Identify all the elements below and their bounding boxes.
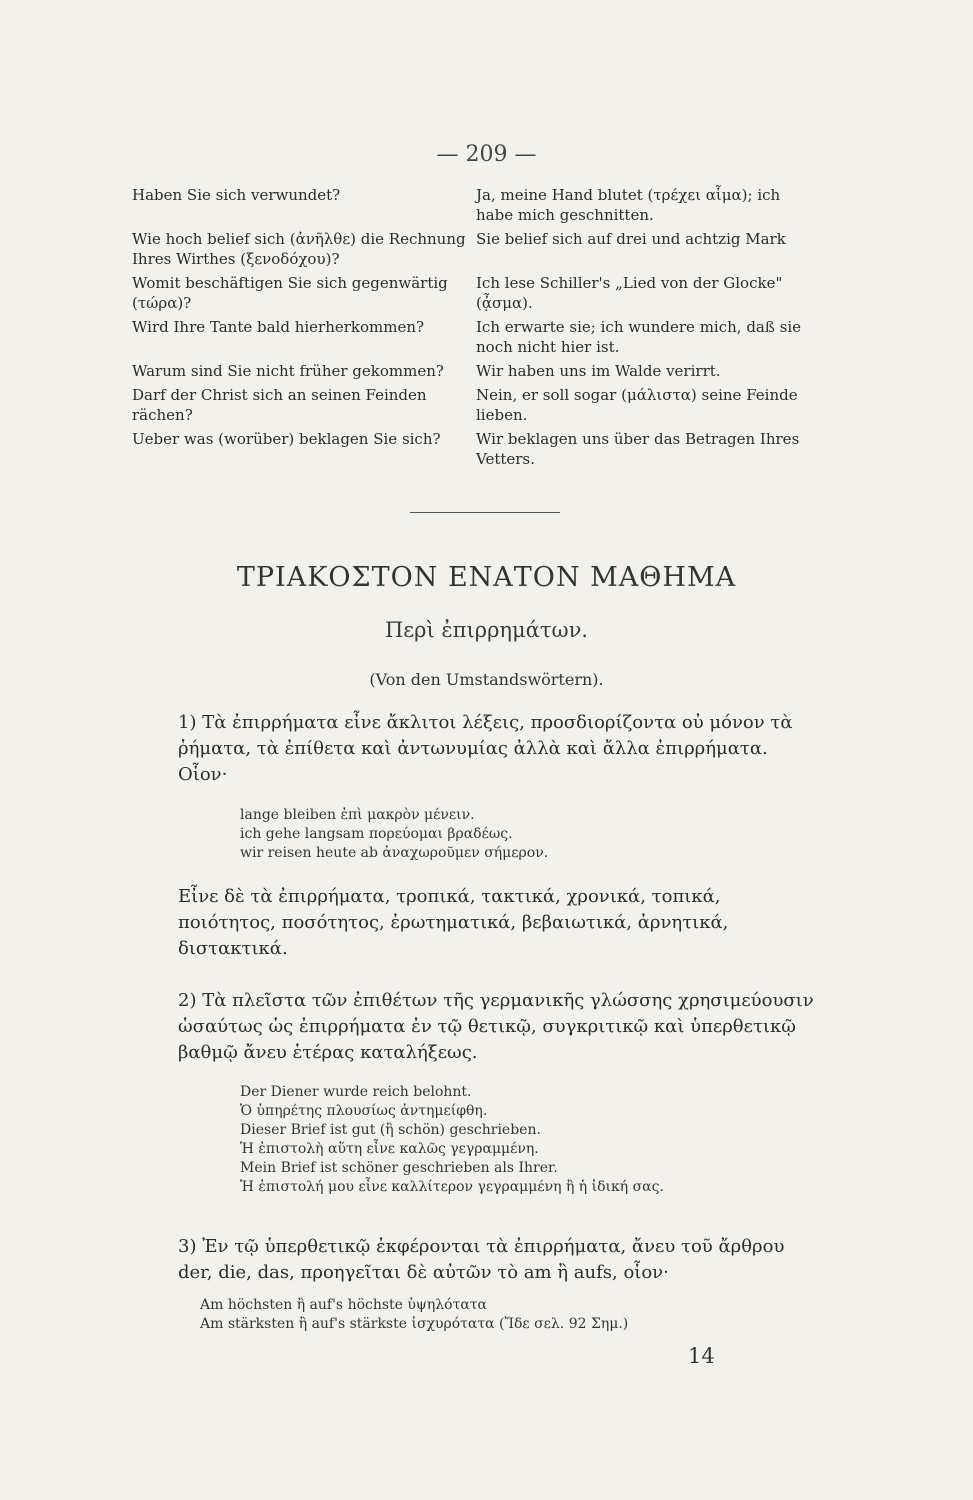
dialog-row: [132, 429, 812, 469]
answer: Nein, er soll sogar (μάλιστα) seine Feinde lieben.: [476, 386, 798, 424]
paragraph-3: 2) Τὰ πλεῖστα τῶν ἐπιθέτων τῆς γερμανικῆς γλώσσης χρησιμεύουσιν ὡσαύτως ὡς ἐπιρρήματα ἐν τῷ θετικῷ, συγκριτικῷ καὶ ὑπερθετικῷ βαθμῷ ἄνευ ἑτέρας καταλήξεως.: [178, 990, 814, 1063]
example-line: wir reisen heute ab ἀναχωροῦμεν σήμερον.: [240, 845, 549, 861]
question: Darf der Christ sich an seinen Feinden rächen?: [132, 386, 427, 424]
dialog-row: [132, 229, 812, 269]
dialog-section: [132, 185, 812, 473]
dialog-row: [132, 185, 812, 225]
paragraph-2: Εἶνε δὲ τὰ ἐπιρρήματα, τροπικά, τακτικά, χρονικά, τοπικά, ποιότητος, ποσότητος, ἐρωτηματικά, βεβαιωτικά, ἀρνητικά, διστακτικά.: [178, 886, 729, 959]
answer: Ja, meine Hand blutet (τρέχει αἷμα); ich habe mich geschnitten.: [476, 186, 781, 224]
question: Wird Ihre Tante bald hierherkommen?: [132, 318, 425, 336]
lesson-subtitle: Περὶ ἐπιρρημάτων.: [384, 618, 589, 642]
question: Warum sind Sie nicht früher gekommen?: [132, 362, 444, 380]
example-line: Ἡ ἐπιστολὴ αὕτη εἶνε καλῶς γεγραμμένη.: [240, 1141, 539, 1157]
example-line: Ὁ ὑπηρέτης πλουσίως ἀντημείφθη.: [240, 1103, 488, 1119]
answer: Wir beklagen uns über das Betragen Ihres Vetters.: [476, 430, 800, 468]
example-line: Am höchsten ἢ auf's höchste ὑψηλότατα: [200, 1297, 487, 1313]
question: Haben Sie sich verwundet?: [132, 186, 341, 204]
answer: Ich lese Schiller's „Lied von der Glocke" (ᾆσμα).: [476, 274, 783, 312]
dialog-row: [132, 361, 812, 381]
lesson-title: ΤΡΙΑΚΟΣΤΟΝ ΕΝΑΤΟΝ ΜΑΘΗΜΑ: [236, 562, 737, 593]
answer: Sie belief sich auf drei und achtzig Mark: [476, 230, 786, 248]
paragraph-4: 3) Ἐν τῷ ὑπερθετικῷ ἐκφέρονται τὰ ἐπιρρήματα, ἄνευ τοῦ ἄρθρου der, die, das, προηγεῖται δὲ αὐτῶν τὸ am ἢ aufs, οἷον·: [178, 1236, 785, 1283]
example-line: ich gehe langsam πορεύομαι βραδέως.: [240, 826, 513, 842]
example-line: Der Diener wurde reich belohnt.: [240, 1084, 472, 1100]
example-line: Am stärksten ἢ auf's stärkste ἰσχυρότατα (Ἴδε σελ. 92 Σημ.): [200, 1316, 629, 1332]
dialog-row: [132, 385, 812, 425]
section-divider: [410, 512, 560, 513]
question: Womit beschäftigen Sie sich gegenwärtig (τώρα)?: [132, 274, 448, 312]
question: Ueber was (worüber) beklagen Sie sich?: [132, 430, 441, 448]
answer: Wir haben uns im Walde verirrt.: [476, 362, 721, 380]
page-number: — 209 —: [436, 142, 537, 167]
example-line: Mein Brief ist schöner geschrieben als Ihrer.: [240, 1160, 558, 1176]
examples-3: [200, 1296, 780, 1334]
example-line: Ἡ ἐπιστολή μου εἶνε καλλίτερον γεγραμμένη ἢ ἡ ἰδική σας.: [240, 1179, 664, 1195]
example-line: lange bleiben ἐπὶ μακρὸν μένειν.: [240, 807, 475, 823]
question: Wie hoch belief sich (ἀνῆλθε) die Rechnung Ihres Wirthes (ξενοδόχου)?: [132, 230, 466, 268]
example-line: Dieser Brief ist gut (ἢ schön) geschrieben.: [240, 1122, 541, 1138]
examples-2: [240, 1083, 820, 1197]
examples-1: [240, 806, 820, 863]
signature-number: 14: [688, 1344, 715, 1368]
dialog-row: [132, 317, 812, 357]
answer: Ich erwarte sie; ich wundere mich, daß sie noch nicht hier ist.: [476, 318, 802, 356]
dialog-row: [132, 273, 812, 313]
paragraph-1: 1) Τὰ ἐπιρρήματα εἶνε ἄκλιτοι λέξεις, προσδιορίζοντα οὐ μόνον τὰ ῥήματα, τὰ ἐπίθετα καὶ ἀντωνυμίας ἀλλὰ καὶ ἄλλα ἐπιρρήματα. Οἷον·: [178, 712, 793, 785]
lesson-subtitle-german: (Von den Umstandswörtern).: [369, 670, 604, 689]
